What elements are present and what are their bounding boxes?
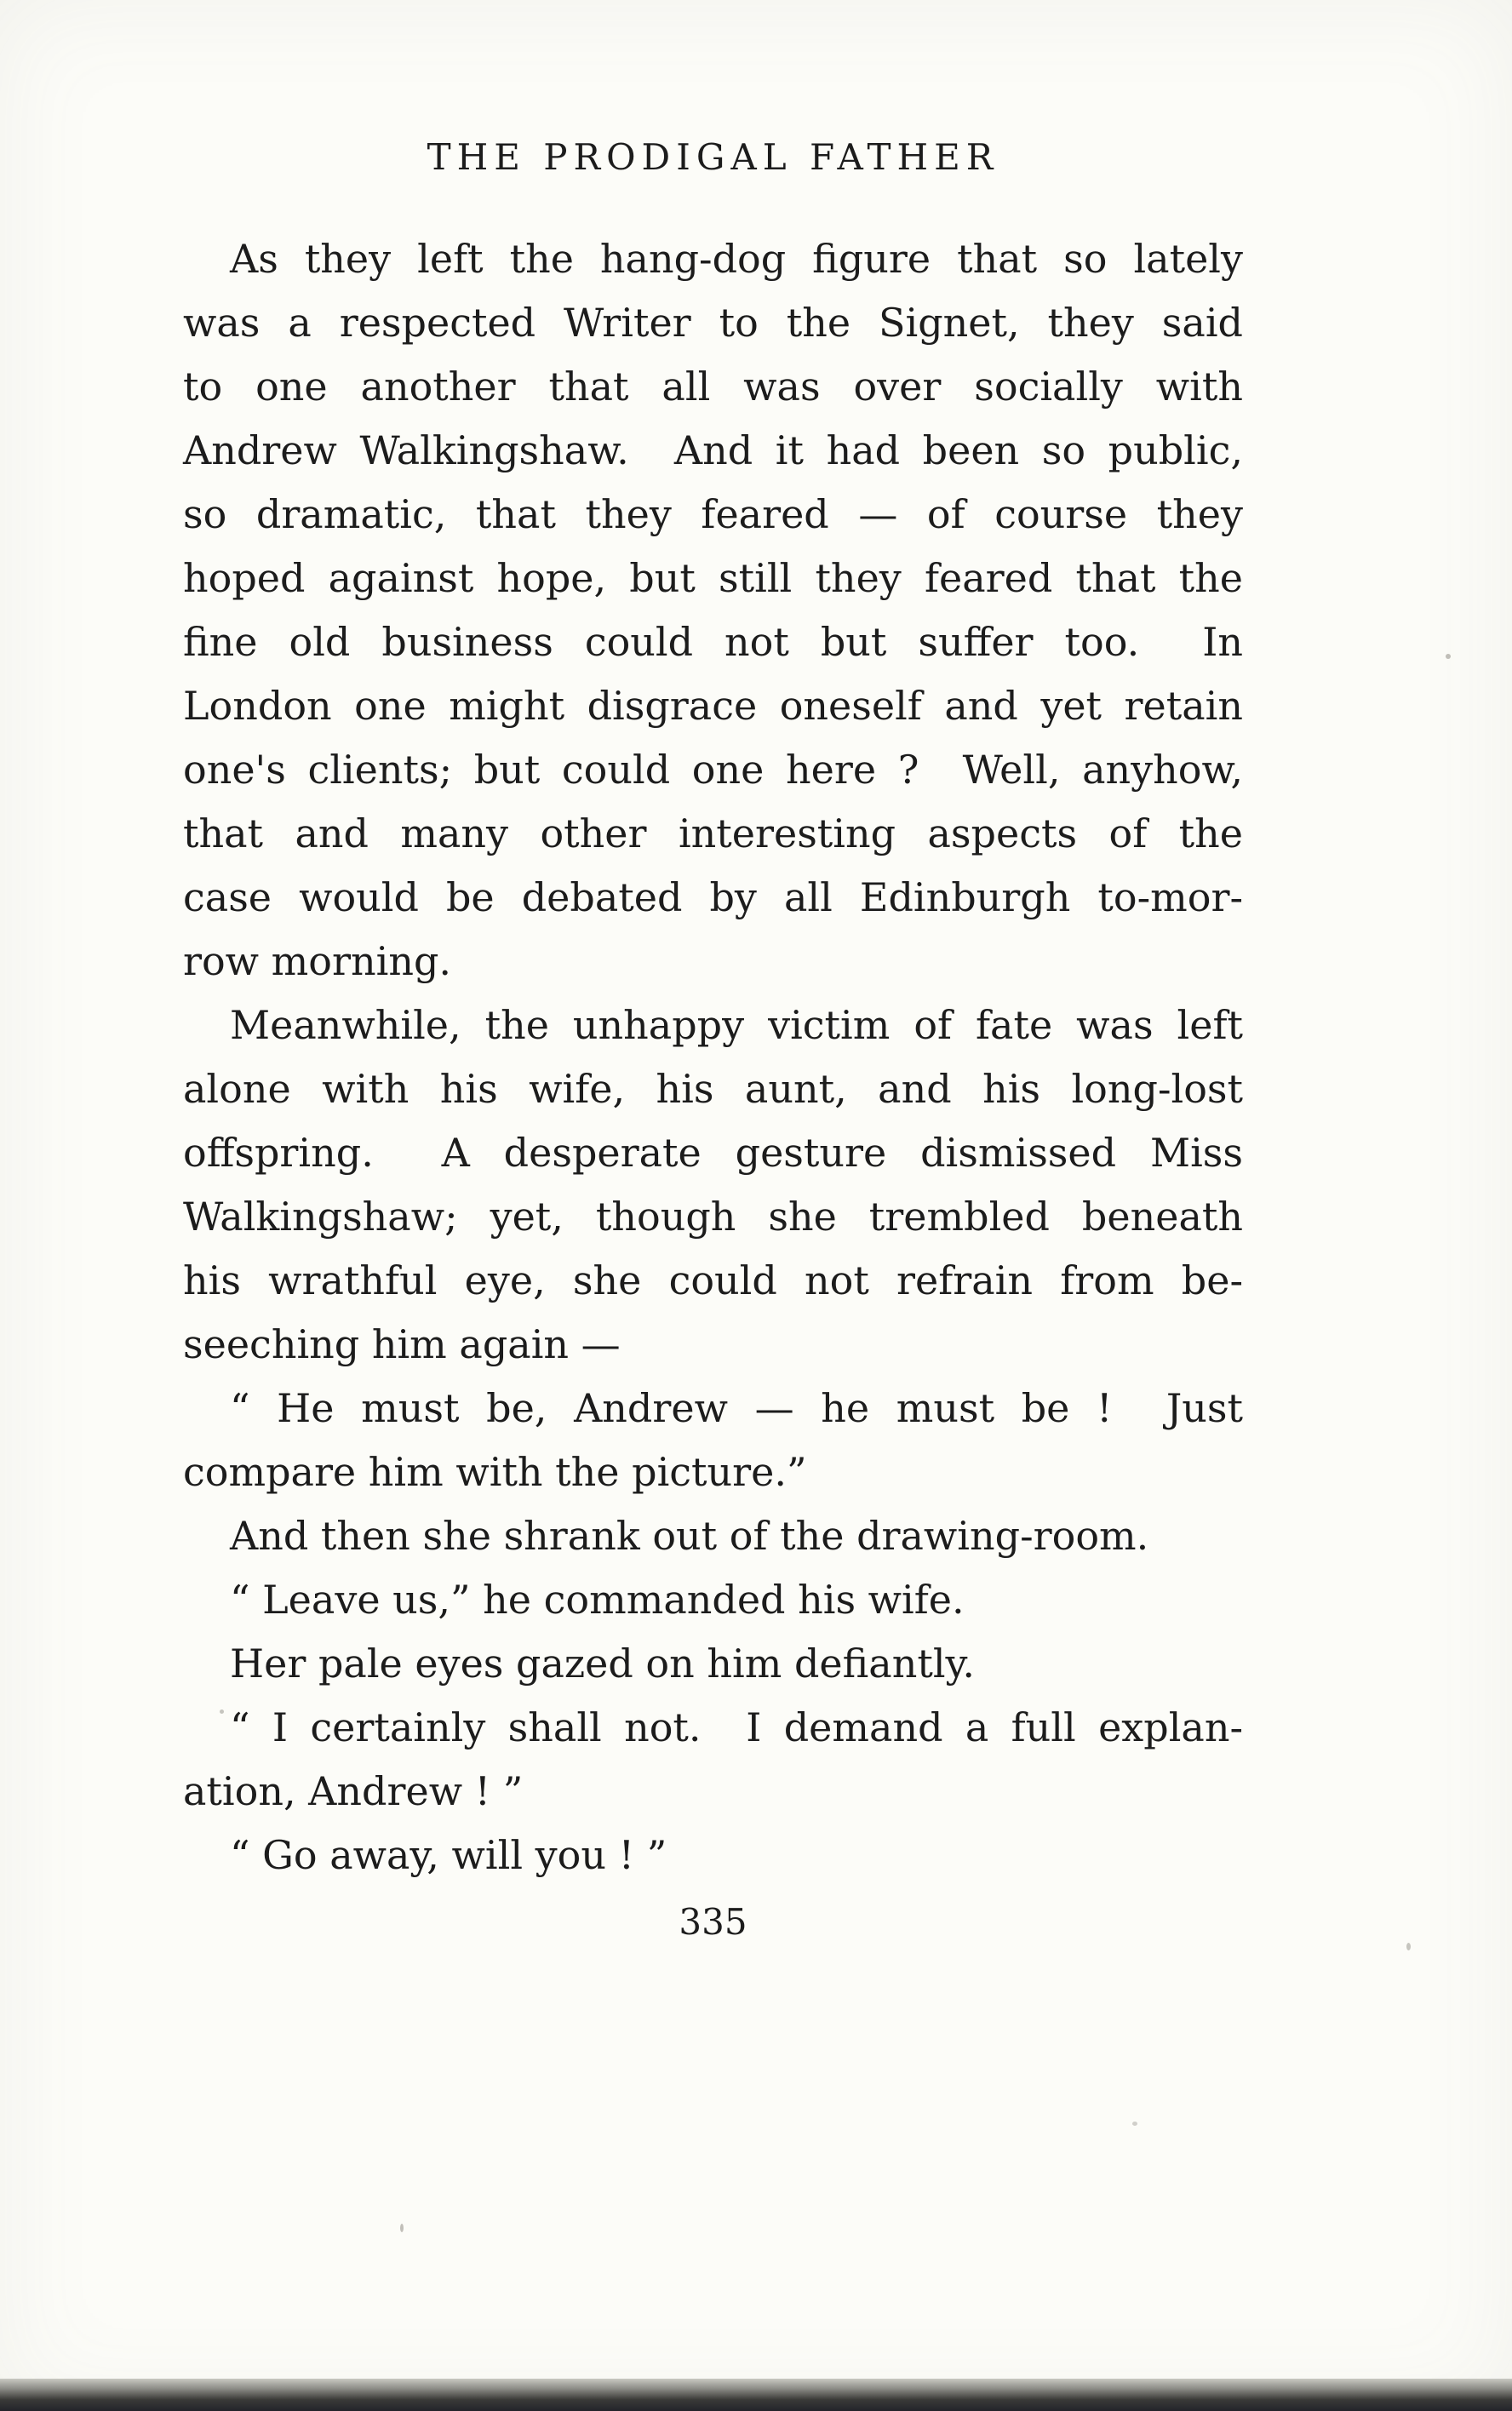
- text-line: “ Go away, will you ! ”: [230, 1832, 667, 1878]
- text-line: “ Leave us,” he commanded his wife.: [230, 1577, 965, 1623]
- scan-speck: [1406, 1943, 1411, 1950]
- text-line: Her pale eyes gazed on him defiantly.: [230, 1641, 976, 1687]
- text-line: fine old business could not but suffer too. In: [183, 619, 1243, 665]
- text-line: that and many other interesting aspects of the: [183, 810, 1243, 856]
- paragraph: [183, 1824, 1243, 1887]
- text-line: Walkingshaw; yet, though she trembled beneath: [183, 1194, 1243, 1240]
- text-line: Andrew Walkingshaw. And it had been so public,: [183, 427, 1243, 473]
- text-line: London one might disgrace oneself and yet retain: [183, 683, 1243, 729]
- text-line: row morning.: [183, 938, 452, 984]
- text-line: offspring. A desperate gesture dismissed Miss: [183, 1130, 1243, 1176]
- text-line: ation, Andrew ! ”: [183, 1768, 524, 1814]
- scan-speck: [220, 1709, 224, 1714]
- paragraph: [183, 1632, 1243, 1696]
- text-line: alone with his wife, his aunt, and his long-lost: [183, 1066, 1243, 1112]
- scan-edge-bottom: [0, 2379, 1512, 2411]
- text-line: seeching him again —: [183, 1321, 621, 1367]
- scan-speck: [1446, 654, 1451, 659]
- text-line: his wrathful eye, she could not refrain from be-: [183, 1257, 1243, 1303]
- scan-speck: [400, 2224, 404, 2232]
- text-block: [183, 227, 1243, 1887]
- paragraph: [183, 994, 1243, 1377]
- text-line: Meanwhile, the unhappy victim of fate was left: [230, 1002, 1243, 1048]
- text-line: to one another that all was over socially with: [183, 364, 1243, 409]
- paragraph: [183, 227, 1243, 994]
- text-line: so dramatic, that they feared — of course they: [183, 491, 1243, 537]
- text-line: “ He must be, Andrew — he must be ! Just: [230, 1385, 1243, 1431]
- paragraph: [183, 1568, 1243, 1632]
- paragraph: [183, 1696, 1243, 1824]
- paragraph: [183, 1504, 1243, 1568]
- page-content: [183, 136, 1243, 1943]
- scan-speck: [1132, 2122, 1137, 2126]
- text-line: one's clients; but could one here ? Well, anyhow,: [183, 747, 1243, 793]
- text-line: hoped against hope, but still they feared that the: [183, 555, 1243, 601]
- text-line: And then she shrank out of the drawing-room.: [230, 1513, 1149, 1559]
- paragraph: [183, 1377, 1243, 1504]
- running-header: THE PRODIGAL FATHER: [427, 136, 999, 178]
- page-number: 335: [679, 1901, 747, 1943]
- text-line: was a respected Writer to the Signet, they said: [183, 300, 1243, 346]
- text-line: case would be debated by all Edinburgh to-mor-: [183, 874, 1243, 920]
- text-line: compare him with the picture.”: [183, 1449, 807, 1495]
- text-line: As they left the hang-dog figure that so lately: [230, 236, 1243, 282]
- text-line: “ I certainly shall not. I demand a full explan-: [230, 1704, 1243, 1750]
